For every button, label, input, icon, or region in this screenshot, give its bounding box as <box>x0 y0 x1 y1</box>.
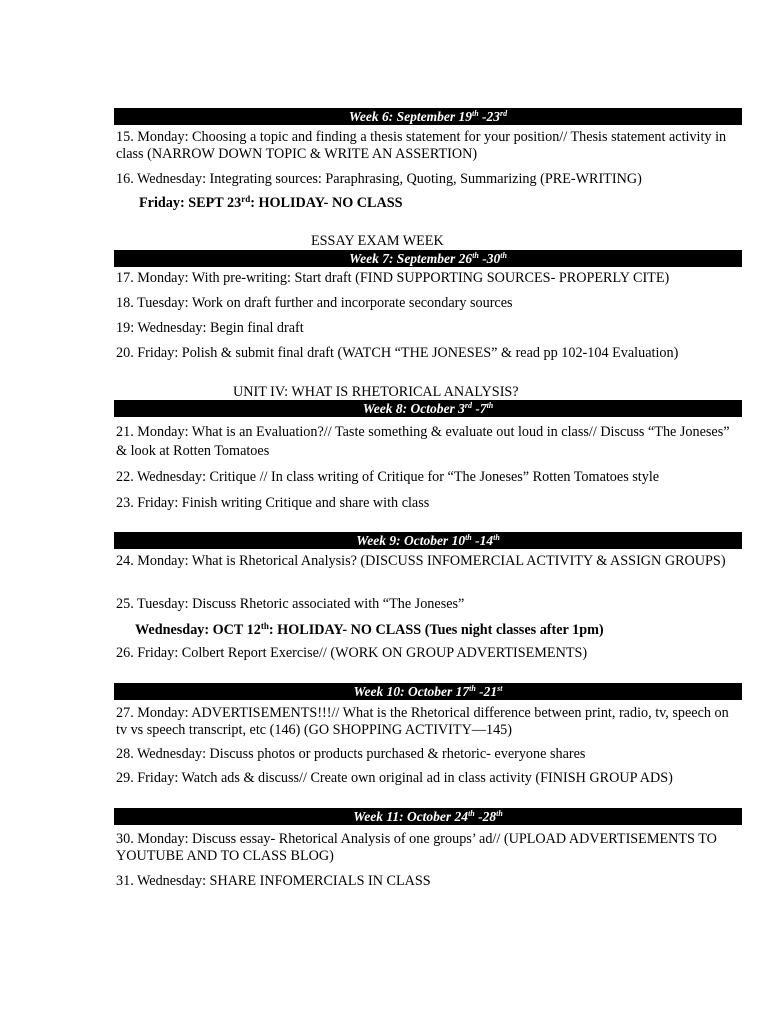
week-10-end: -21 <box>475 684 498 699</box>
week-11-header <box>114 808 742 825</box>
holiday-sept-23-text: : HOLIDAY- NO CLASS <box>250 195 403 211</box>
item-17: 17. Monday: With pre-writing: Start draft (FIND SUPPORTING SOURCES- PROPERLY CITE) <box>116 270 670 286</box>
item-31: 31. Wednesday: SHARE INFOMERCIALS IN CLASS <box>116 873 431 889</box>
item-27: 27. Monday: ADVERTISEMENTS!!!// What is the Rhetorical difference between print, radio, tv, speech on tv vs speech transcript, etc (146) (GO SHOPPING ACTIVITY—145) <box>116 705 729 738</box>
item-30: 30. Monday: Discuss essay- Rhetorical Analysis of one groups’ ad// (UPLOAD ADVERTISEMENTS TO YOUTUBE AND TO CLASS BLOG) <box>116 831 717 864</box>
item-29: 29. Friday: Watch ads & discuss// Create own original ad in class activity (FINISH GROUP ADS) <box>116 770 673 786</box>
item-28: 28. Wednesday: Discuss photos or products purchased & rhetoric- everyone shares <box>116 746 586 762</box>
week-7-end-suffix: th <box>500 251 507 260</box>
week-6-label: Week 6: September 19 <box>348 109 472 124</box>
week-10-end-suffix: st <box>497 684 503 693</box>
week-9-header <box>114 532 742 549</box>
week-7-label: Week 7: September 26 <box>349 251 473 266</box>
week-9-end-suffix: th <box>493 533 500 542</box>
essay-exam-week-heading: ESSAY EXAM WEEK <box>311 233 444 249</box>
item-16: 16. Wednesday: Integrating sources: Paraphrasing, Quoting, Summarizing (PRE-WRITING) <box>116 171 642 187</box>
item-25: 25. Tuesday: Discuss Rhetoric associated with “The Joneses” <box>116 596 465 612</box>
item-26: 26. Friday: Colbert Report Exercise// (WORK ON GROUP ADVERTISEMENTS) <box>116 645 588 661</box>
week-10-start-suffix: th <box>469 684 476 693</box>
week-6-end: -23 <box>478 109 501 124</box>
week-9-start-suffix: th <box>465 533 472 542</box>
week-8-end: -7 <box>471 401 487 416</box>
week-10-label: Week 10: October 17 <box>353 684 470 699</box>
week-8-label: Week 8: October 3 <box>362 401 465 416</box>
week-6-start-suffix: th <box>471 109 479 118</box>
holiday-sept-23-date: Friday: SEPT 23 <box>139 195 242 211</box>
week-9-label: Week 9: October 10 <box>356 533 466 548</box>
week-8-end-suffix: th <box>486 401 494 410</box>
item-24: 24. Monday: What is Rhetorical Analysis? (DISCUSS INFOMERCIAL ACTIVITY & ASSIGN GROUPS) <box>116 553 726 569</box>
item-23: 23. Friday: Finish writing Critique and share with class <box>116 495 430 511</box>
week-7-header <box>114 250 742 267</box>
week-6-header <box>114 108 742 125</box>
item-18: 18. Tuesday: Work on draft further and incorporate secondary sources <box>116 295 513 311</box>
holiday-sept-23 <box>139 195 763 212</box>
holiday-oct-12-text: : HOLIDAY- NO CLASS (Tues night classes after 1pm) <box>268 622 604 638</box>
week-8-start-suffix: rd <box>464 401 472 410</box>
item-19: 19: Wednesday: Begin final draft <box>116 320 304 336</box>
holiday-sept-23-suffix: rd <box>241 194 251 204</box>
holiday-oct-12-suffix: th <box>260 621 269 631</box>
week-11-end: -28 <box>474 809 497 824</box>
item-20: 20. Friday: Polish & submit final draft (WATCH “THE JONESES” & read pp 102-104 Evaluation) <box>116 345 679 361</box>
week-7-end: -30 <box>478 251 501 266</box>
week-10-header <box>114 683 742 700</box>
week-8-header <box>114 400 742 417</box>
week-9-end: -14 <box>471 533 494 548</box>
item-15: 15. Monday: Choosing a topic and finding a thesis statement for your position// Thesis statement activity in class (NARROW DOWN TOPIC & WRITE AN ASSERTION) <box>116 129 727 162</box>
item-22: 22. Wednesday: Critique // In class writing of Critique for “The Joneses” Rotten Tomatoes style <box>116 469 660 485</box>
week-11-end-suffix: th <box>496 809 503 818</box>
week-11-start-suffix: th <box>468 809 475 818</box>
unit-iv-heading: UNIT IV: WHAT IS RHETORICAL ANALYSIS? <box>233 384 519 400</box>
week-7-start-suffix: th <box>472 251 479 260</box>
week-6-end-suffix: rd <box>500 109 508 118</box>
week-11-label: Week 11: October 24 <box>353 809 469 824</box>
item-21: 21. Monday: What is an Evaluation?// Taste something & evaluate out loud in class// Discuss “The Joneses” & look at Rotten Tomatoes <box>116 424 730 459</box>
holiday-oct-12-date: Wednesday: OCT 12 <box>135 622 261 638</box>
holiday-oct-12 <box>135 622 745 639</box>
